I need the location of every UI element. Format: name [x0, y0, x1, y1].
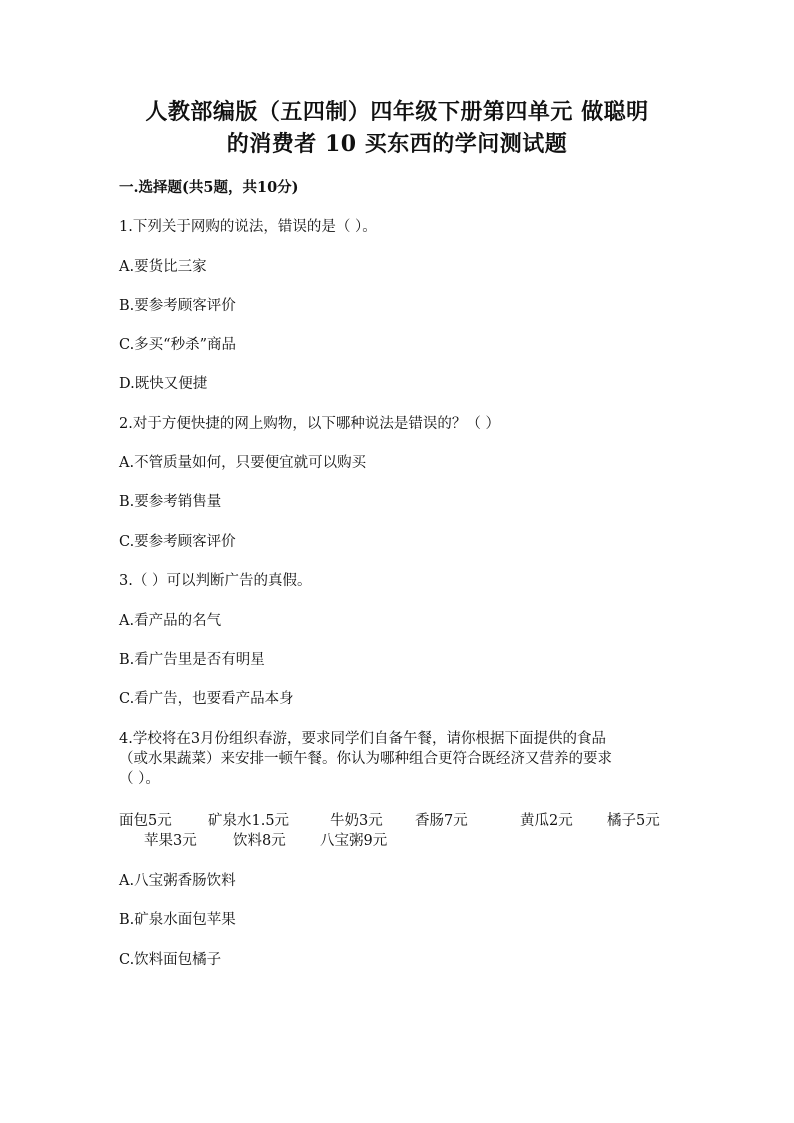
- title-line-2: 的消费者 10 买东西的学问测试题: [226, 131, 568, 157]
- question-4-stem-line-2: （或水果蔬菜）来安排一顿午餐。你认为哪种组合更符合既经济又营养的要求: [119, 751, 612, 767]
- price-item: 牛奶3元: [330, 813, 383, 829]
- question-1-option-d: D.既快又便捷: [119, 376, 208, 392]
- question-2-option-a: A.不管质量如何，只要便宜就可以购买: [119, 455, 367, 471]
- price-item: 橘子5元: [607, 813, 660, 829]
- question-4-option-b: B.矿泉水面包苹果: [119, 912, 236, 928]
- question-4-stem-line-3: （ ）。: [119, 771, 160, 787]
- price-item: 面包5元: [119, 813, 172, 829]
- price-item: 香肠7元: [415, 813, 468, 829]
- price-item: 黄瓜2元: [520, 813, 573, 829]
- question-4-stem-line-1: 4.学校将在3月份组织春游，要求同学们自备午餐，请你根据下面提供的食品: [119, 731, 607, 747]
- document-title: [110, 96, 684, 160]
- section-heading: 一.选择题(共5题，共10分): [119, 179, 299, 196]
- question-1-stem: 1.下列关于网购的说法，错误的是（ ）。: [119, 219, 377, 235]
- question-1-option-b: B.要参考顾客评价: [119, 298, 236, 314]
- price-item: 八宝粥9元: [320, 833, 388, 849]
- title-line-1: 人教部编版（五四制）四年级下册第四单元 做聪明: [145, 99, 649, 125]
- question-1-option-c: C.多买“秒杀”商品: [119, 337, 237, 353]
- question-4-option-a: A.八宝粥香肠饮料: [119, 873, 236, 889]
- question-3-option-a: A.看产品的名气: [119, 613, 222, 629]
- question-2-option-b: B.要参考销售量: [119, 494, 222, 510]
- question-3-option-c: C.看广告，也要看产品本身: [119, 691, 294, 707]
- price-item: 矿泉水1.5元: [208, 813, 290, 829]
- question-4-option-c: C.饮料面包橘子: [119, 952, 222, 968]
- price-item: 苹果3元: [144, 833, 197, 849]
- question-1-option-a: A.要货比三家: [119, 259, 207, 275]
- question-2-option-c: C.要参考顾客评价: [119, 534, 236, 550]
- question-3-stem: 3.（ ）可以判断广告的真假。: [119, 573, 312, 589]
- price-item: 饮料8元: [233, 833, 286, 849]
- question-2-stem: 2.对于方便快捷的网上购物，以下哪种说法是错误的？（ ）: [119, 416, 500, 432]
- question-3-option-b: B.看广告里是否有明星: [119, 652, 265, 668]
